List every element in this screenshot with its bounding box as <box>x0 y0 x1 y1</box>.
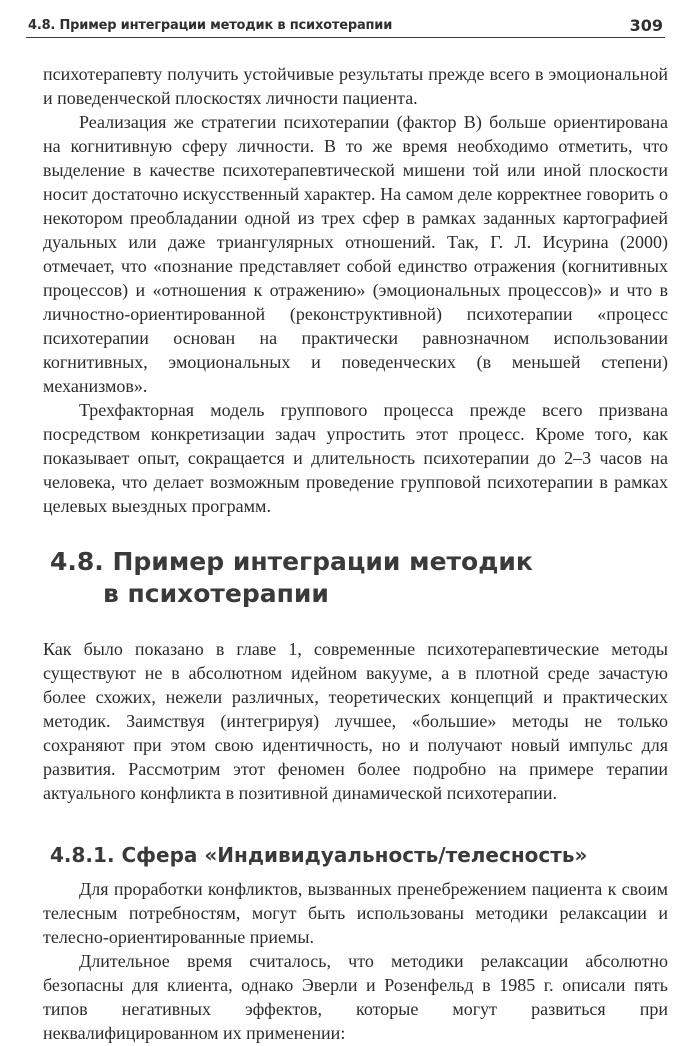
paragraph: Трехфакторная модель группового процесса прежде всего призвана посредством конкретизации задач упростить этот процесс. Кроме того, как показывает опыт, сокращается и длительность психотерапии до 2–3 часов на человека, что делает возможным проведение групповой психотерапии в рамках целевых выездных программ. <box>43 400 668 516</box>
paragraph: Реализация же стратегии психотерапии (фактор B) больше ориентирована на когнитивную сферу личности. В то же время необходимо отметить, что выделение в качестве психотерапевтической мишени той или иной плоскости носит достаточно искусственный характер. На самом деле корректнее говорить о некотором преобладании одной из трех сфер в рамках заданных картографией дуальных или даже триангулярных отношений. Так, Г. Л. Исурина (2000) отмечает, что «познание представляет собой единство отражения (когнитивных процессов) и «отношения к отражению» (эмоциональных процессов)» и что в личностно-ориентированной (реконструктивной) психотерапии «процесс психотерапии основан на практически равнозначном использовании когнитивных, эмоциональных и поведенческих (в меньшей степени) механизмов». <box>43 112 668 396</box>
text-block-subsection <box>43 877 668 1045</box>
text-block-top <box>43 62 668 518</box>
paragraph: Как было показано в главе 1, современные психотерапевтические методы существуют не в абсолютном идейном вакууме, а в плотной среде зачастую более схожих, нежели различных, теоретических концепций и практических методик. Заимствуя (интегрируя) лучшее, «большие» методы не только сохраняют при этом свою идентичность, но и получают новый импульс для развития. Рассмотрим этот феномен более подробно на примере терапии актуального конфликта в позитивной динамической психотерапии. <box>43 639 668 803</box>
page-number: 309 <box>629 16 663 35</box>
section-heading-line: 4.8. Пример интеграции методик <box>50 547 533 576</box>
page-header <box>26 10 665 38</box>
paragraph: Длительное время считалось, что методики релаксации абсолютно безопасны для клиента, однако Эверли и Розенфельд в 1985 г. описали пять типов негативных эффектов, которые могут развиться при неквалифицированном их применении: <box>43 951 668 1043</box>
subsection-heading: 4.8.1. Сфера «Индивидуальность/телесность» <box>50 843 588 867</box>
text-block-section <box>43 637 668 805</box>
paragraph: Для проработки конфликтов, вызванных пренебрежением пациента к своим телесным потребностям, могут быть использованы методики релаксации и телесно-ориентированные приемы. <box>43 879 668 947</box>
running-title: 4.8. Пример интеграции методик в психотерапии <box>28 18 393 33</box>
section-heading-line: в психотерапии <box>103 579 329 608</box>
section-heading <box>50 546 650 610</box>
paragraph-continuation: психотерапевту получить устойчивые результаты прежде всего в эмоциональной и поведенческой плоскостях личности пациента. <box>43 64 668 108</box>
